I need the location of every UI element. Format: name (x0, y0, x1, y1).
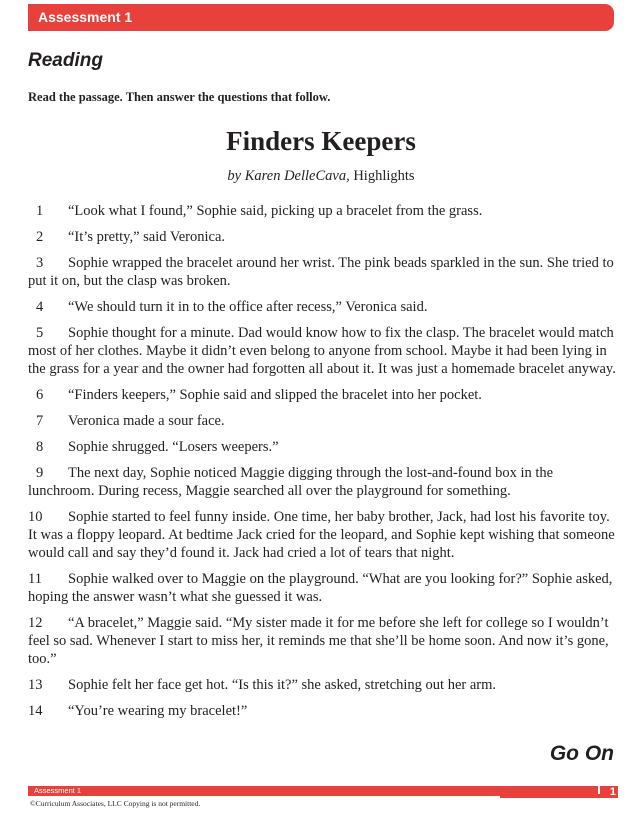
section-title: Reading (28, 50, 103, 71)
paragraph (28, 254, 618, 290)
paragraph (28, 298, 618, 316)
paragraph-number: 3 (36, 255, 44, 271)
story-title: Finders Keepers (226, 126, 416, 156)
paragraph (28, 508, 618, 562)
paragraph-text: The next day, Sophie noticed Maggie digging through the lost-and-found box in the lunchroom. During recess, Maggie searched all over the playground for something. (28, 465, 554, 499)
paragraph-text: “You’re wearing my bracelet!” (68, 703, 248, 719)
paragraph-number: 1 (36, 203, 44, 219)
paragraph-number: 5 (36, 325, 44, 341)
paragraph-text: Sophie shrugged. “Losers weepers.” (68, 439, 279, 455)
paragraph (28, 464, 618, 500)
footer-divider (500, 794, 604, 798)
page-number: 1 (600, 786, 618, 798)
copyright-notice: ©Curriculum Associates, LLC Copying is not permitted. (30, 799, 201, 808)
byline-source: Highlights (353, 168, 415, 184)
paragraph-text: Veronica made a sour face. (68, 413, 225, 429)
paragraph (28, 676, 618, 694)
paragraph-number: 4 (36, 299, 44, 315)
paragraph-text: “It’s pretty,” said Veronica. (68, 229, 226, 245)
paragraph (28, 202, 618, 220)
paragraph-text: “We should turn it in to the office after recess,” Veronica said. (68, 299, 428, 315)
paragraph-number: 12 (28, 615, 43, 631)
paragraph-number: 2 (36, 229, 44, 245)
instructions: Read the passage. Then answer the questions that follow. (28, 90, 331, 104)
paragraph-text: “A bracelet,” Maggie said. “My sister made it for me before she left for college so I wouldn’t feel so sad. Whenever I start to miss her, it reminds me that she’ll be home soon. And now it’s gone, too.” (28, 615, 609, 667)
assessment-banner (28, 4, 614, 31)
paragraph-number: 8 (36, 439, 44, 455)
paragraph-text: Sophie wrapped the bracelet around her wrist. The pink beads sparkled in the sun. She tried to put it on, but the clasp was broken. (28, 255, 614, 289)
paragraph-number: 9 (36, 465, 44, 481)
paragraph-text: Sophie thought for a minute. Dad would know how to fix the clasp. The bracelet would match most of her clothes. Maybe it didn’t even belong to anyone from school. Maybe it had been lying in the grass for a year and the owner had forgotten all about it. It was just a homemade bracelet anyway. (28, 325, 616, 377)
paragraph-number: 6 (36, 387, 44, 403)
paragraph (28, 412, 618, 430)
paragraph-text: “Look what I found,” Sophie said, picking up a bracelet from the grass. (68, 203, 483, 219)
banner-label: Assessment 1 (38, 9, 133, 25)
paragraph-number: 7 (36, 413, 44, 429)
paragraph (28, 438, 618, 456)
paragraph-text: Sophie walked over to Maggie on the playground. “What are you looking for?” Sophie asked, hoping the answer wasn’t what she guessed it was. (28, 571, 613, 605)
paragraph (28, 570, 618, 606)
go-on-label: Go On (549, 742, 614, 765)
footer-label: Assessment 1 (34, 786, 82, 795)
passage (28, 202, 618, 728)
byline-author: by Karen DelleCava, (227, 168, 350, 184)
paragraph (28, 228, 618, 246)
paragraph (28, 614, 618, 668)
byline (0, 168, 642, 185)
paragraph-number: 13 (28, 677, 43, 693)
paragraph (28, 702, 618, 720)
paragraph-text: Sophie started to feel funny inside. One time, her baby brother, Jack, had lost his favorite toy. It was a floppy leopard. At bedtime Jack cried for the leopard, and Sophie kept wishing that someone would call and say they’d found it. Jack had cried a lot of tears that night. (28, 509, 615, 561)
paragraph (28, 324, 618, 378)
paragraph (28, 386, 618, 404)
paragraph-text: Sophie felt her face get hot. “Is this it?” she asked, stretching out her arm. (68, 677, 497, 693)
paragraph-text: “Finders keepers,” Sophie said and slipped the bracelet into her pocket. (68, 387, 482, 403)
paragraph-number: 14 (28, 703, 43, 719)
paragraph-number: 10 (28, 509, 43, 525)
paragraph-number: 11 (28, 571, 42, 587)
